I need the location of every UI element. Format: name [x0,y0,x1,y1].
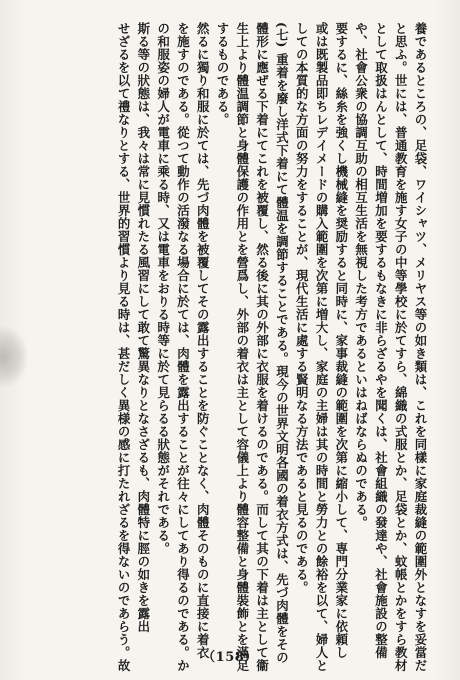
text-column: 或は既製品即ちレデイメードの購入範圍を次第に増大し、家庭の主婦は其の時間と勞力との餘裕を以て、婦人と [314,22,330,672]
text-column: 生上より體温調節と身體保護の作用とを營爲し、外部の着衣は主として容儀上より體容整備と身體裝飾とを滿足 [234,22,250,672]
text-column: を施すのである。從つて動作の活潑なる場合に於ては、肉體を露出することが往々にしてあり得るのである。か [175,22,191,672]
text-column: するものである。 [215,22,231,126]
text-column: と思ふ。世には、普通教育を施す女子の中等學校に於てすら、綿織の式服とか、足袋とか、蚊帳とかをすら教材 [393,22,409,672]
paper-stain [0,326,28,388]
page-number: （158） [202,650,258,665]
text-column: 斯る等の狀態は、我々は常に見慣れたる風習にして敢て驚異なりとなさざるも、肉體特に脛の如きを露出 [135,22,151,633]
text-column: (七) 重着を廢し洋式下着にて體温を調節することである。現今の世界文明各國の着衣方式は、先づ肉體をその [274,22,290,664]
text-column: や、社會公衆の協調互助の相互生活を無視した考方であるといはねばならぬのである。 [353,22,369,529]
text-column: として取扱はんとして、時間増加を要するもなきに非らざるやを聞くは、社會組織の發達や、社會施設の整備 [373,22,389,659]
text-column: 養であるところの、足袋、ワイシャツ、メリヤス等の如き類は、これを同樣に家庭裁縫の範圍外となすを妥當だ [413,22,428,672]
text-column: しての本質的な方面の努力をすることが、現代生活に處する賢明なる方法であると見るのである。 [294,22,310,594]
text-column: 然るに獨り和服に於ては、先づ肉體を被覆してその露出することを防ぐことなく、肉體そのものに直接に着衣 [195,22,211,659]
text-column: せざるを以て禮なりとする、世界的習慣より見る時は、甚だしく異様の感に打たれざるを得ないのであらう。故 [116,22,132,672]
text-column: の和服姿の婦人が電車に乘る時、又は電車をおりる時等に於て見らるる狀態がそれである。 [155,22,171,555]
text-column: 要するに、絲糸を強くし機械縫を奨励すると同時に、家事裁縫の範圍を次第に縮小して、専門分業家に依頼し [333,22,349,659]
text-column: 體形に應ぜる下着にてこれを被覆し、然る後に其の外部に衣服を着けるのである。而して其の下着は主として衞 [254,22,270,672]
